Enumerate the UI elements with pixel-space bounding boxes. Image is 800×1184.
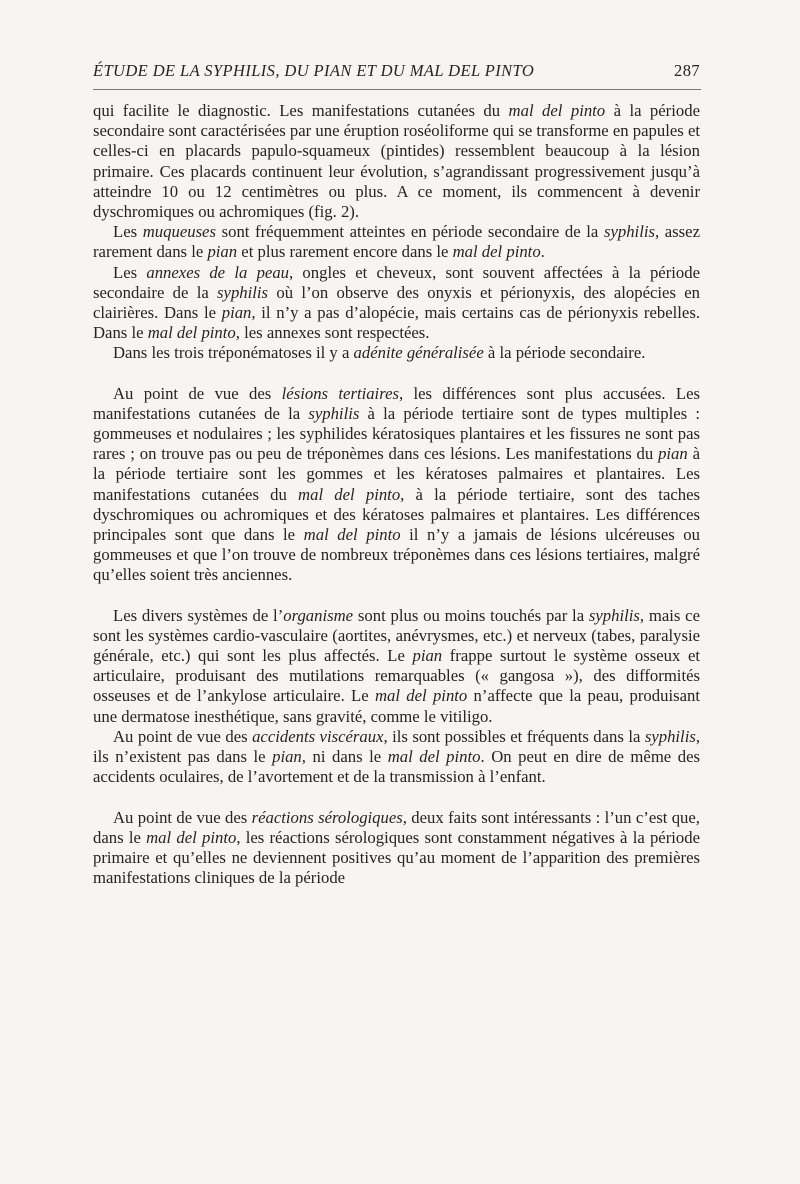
- text-run: , les différences sont plus accusées. Les manifestations cutanées de la: [93, 383, 701, 423]
- italic-term: pian: [658, 444, 688, 464]
- text-run: Dans les trois tréponématoses il y a: [113, 343, 354, 363]
- paragraph: [93, 808, 700, 889]
- page-number: 287: [674, 61, 700, 80]
- italic-term: mal del pinto: [508, 101, 606, 120]
- paragraph: [93, 606, 700, 727]
- running-header: [93, 61, 700, 81]
- italic-term: annexes de la peau: [146, 262, 290, 282]
- text-run: , ils sont possibles et fréquents dans la: [383, 726, 645, 746]
- text-run: , les réactions sérologiques sont constamment négatives à la période primaire et qu’elles ne deviennent positives qu’au moment de l’apparition des premières manifestations cliniques de la période: [93, 827, 701, 888]
- italic-term: mal del pinto: [452, 242, 541, 262]
- text-run: , à la période tertiaire, sont des taches dyschromiques ou achromiques et des kératoses palmaires et plantaires. Les différences principales sont que dans le: [93, 484, 700, 545]
- text-run: , ongles et cheveux, sont souvent affectées à la période secondaire de la: [93, 262, 700, 302]
- text-run: sont fréquemment atteintes en période secondaire de la: [215, 222, 604, 242]
- italic-term: syphilis: [308, 403, 360, 423]
- text-run: Les divers systèmes de l’: [113, 605, 284, 625]
- italic-term: mal del pinto: [146, 827, 237, 847]
- text-run: à la période secondaire sont caractérisées par une éruption roséoliforme qui se transforme en papules et celles-ci en placards papulo-squameux (pintides) ressemblent beaucoup à la lésion primaire. Ces placards continuent leur évolution, s’agrandissant progressivement jusqu’à atteindre 10 ou 12 centimètres ou plus. A ce moment, ils commencent à devenir dyschromiques ou achromiques (fig. 2).: [93, 101, 700, 222]
- paragraph: [93, 343, 700, 363]
- italic-term: mal del pinto: [387, 747, 481, 767]
- italic-term: syphilis: [588, 605, 640, 625]
- running-title: ÉTUDE DE LA SYPHILIS, DU PIAN ET DU MAL DEL PINTO: [93, 61, 535, 80]
- text-run: à la période tertiaire sont les gommes et les kératoses palmaires et plantaires. Les manifestations cutanées du: [93, 444, 700, 504]
- italic-term: mal del pinto: [298, 484, 401, 504]
- text-run: , ni dans le: [301, 747, 388, 767]
- text-run: Au point de vue des: [113, 383, 282, 403]
- text-run: il n’y a jamais de lésions ulcéreuses ou gommeuses et que l’on trouve de nombreux tréponèmes dans ces lésions tertiaires, malgré qu’elles soient très anciennes.: [93, 525, 700, 585]
- text-run: où l’on observe des onyxis et périonyxis, des alopécies en clairières. Dans le: [93, 282, 700, 323]
- text-run: , ils n’existent pas dans le: [93, 726, 700, 767]
- paragraph: [93, 263, 700, 344]
- italic-term: pian: [412, 646, 443, 666]
- paragraph: [93, 101, 700, 222]
- paragraph: [93, 384, 700, 586]
- text-run: , deux faits sont intéressants : l’un c’est que, dans le: [93, 807, 700, 847]
- text-run: à la période secondaire.: [483, 343, 646, 363]
- italic-term: syphilis: [644, 726, 696, 746]
- italic-term: syphilis: [603, 222, 655, 242]
- header-rule: [93, 89, 701, 90]
- italic-term: syphilis: [217, 282, 269, 302]
- italic-term: muqueuses: [142, 222, 216, 242]
- body-text: [93, 101, 700, 888]
- italic-term: adénite généralisée: [353, 343, 484, 363]
- italic-term: accidents viscéraux: [252, 726, 384, 746]
- text-run: n’affecte que la peau, produisant une dermatose inesthétique, sans gravité, comme le vitiligo.: [93, 686, 700, 726]
- italic-term: mal del pinto: [303, 525, 401, 545]
- paragraph: [93, 727, 700, 788]
- text-run: Les: [113, 222, 143, 242]
- text-run: , assez rarement dans le: [93, 222, 700, 262]
- text-run: Au point de vue des: [113, 807, 252, 827]
- text-run: . On peut en dire de même des accidents oculaires, de l’avortement et de la transmission à l’enfant.: [93, 747, 700, 787]
- italic-term: organisme: [283, 605, 354, 625]
- italic-term: pian: [221, 303, 252, 323]
- text-run: .: [540, 242, 545, 262]
- text-run: , il n’y a pas d’alopécie, mais certains cas de périonyxis rebelles. Dans le: [93, 303, 700, 343]
- text-run: Les: [113, 262, 147, 282]
- text-run: et plus rarement encore dans le: [237, 242, 453, 262]
- paragraph: [93, 222, 700, 262]
- text-run: sont plus ou moins touchés par la: [353, 605, 589, 625]
- text-run: qui facilite le diagnostic. Les manifestations cutanées du: [93, 101, 509, 120]
- text-run: , mais ce sont les systèmes cardio-vasculaire (aortites, anévrysmes, etc.) et nerveux (tabes, paralysie générale, etc.) qui sont les plus affectés. Le: [93, 605, 700, 666]
- italic-term: réactions sérologiques: [251, 807, 403, 827]
- italic-term: mal del pinto: [374, 686, 468, 706]
- text-run: Au point de vue des: [113, 726, 253, 746]
- text-run: , les annexes sont respectées.: [235, 323, 430, 343]
- italic-term: pian: [207, 242, 238, 262]
- text-run: à la période tertiaire sont de types multiples : gommeuses et nodulaires ; les syphilides kératosiques plantaires et les fissures ne sont pas rares ; on trouve pas ou peu de tréponèmes dans ces lésions. Les manifestations du: [93, 403, 700, 464]
- italic-term: pian: [272, 747, 302, 767]
- text-run: frappe surtout le système osseux et articulaire, produisant des mutilations remarquables (« gangosa »), des difformités osseuses et de l’ankylose articulaire. Le: [93, 646, 700, 706]
- italic-term: lésions tertiaires: [281, 383, 399, 403]
- italic-term: mal del pinto: [147, 323, 236, 343]
